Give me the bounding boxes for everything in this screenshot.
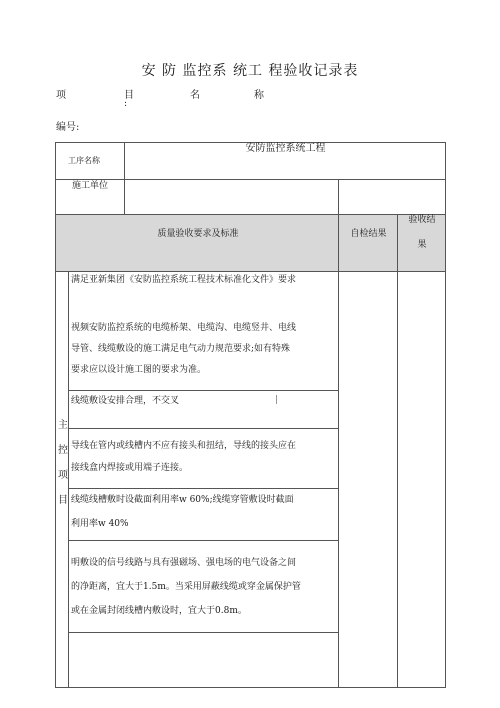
process-name-value: 安防监控系统工程 [245,143,326,154]
requirement-line: 导线在管内或线槽内不应有接头和扭结，导线的接头应在 [71,441,297,451]
row-divider [69,632,339,633]
acceptance-header-line1: 验收结 [408,215,436,225]
requirement-item-1 [71,270,341,290]
process-name-label: 工序名称 [68,156,100,165]
project-name-colon: : [124,99,128,109]
construction-unit-label: 施工单位 [72,181,109,191]
main-control-char-3: 项 [58,470,68,481]
project-name-char-2: 目 [124,90,134,101]
requirement-line: 导管、线缆敷设的施工满足电气动力规范要求;如有特殊 [71,344,291,354]
requirement-line: 接线盒内焊接或用端子连接。 [71,463,189,473]
requirements-header-cell [55,215,339,272]
requirement-line: 满足亚新集团《安防监控系统工程技术标准化文件》要求 [71,275,297,285]
construction-unit-extra-cell[interactable] [339,180,446,215]
row-divider [69,428,339,429]
main-control-char-1: 主 [58,420,68,431]
project-name-char-3: 名 [190,90,200,101]
requirement-item-3 [71,391,341,411]
main-control-char-4: 目 [58,495,68,506]
self-check-column[interactable] [339,272,398,688]
process-name-label-cell [55,142,125,180]
requirement-line: 要求应以设计施工图的要求为准。 [71,365,207,375]
requirement-line: 线缆线槽敷时设截面利用率w 60%;线缆穿管敷设时截面 [71,495,294,505]
construction-unit-value-cell[interactable] [125,180,339,215]
requirement-line: 或在金属封闭线槽内敷设时，宜大于0.8m。 [71,606,247,616]
row-divider [69,540,339,541]
requirement-line: 线缆敷设安排合理，不交叉 [71,396,180,406]
acceptance-header-cell [398,215,446,272]
requirements-header: 质量验收要求及标准 [157,229,239,239]
self-check-header-cell [339,215,398,272]
requirement-item-6 [71,551,341,623]
requirement-line: 明敷设的信号线路与具有强磁场、强电场的电气设备之间 [71,558,297,568]
code-label: 编号: [56,122,80,133]
requirement-line: 利用率w 40% [71,519,129,529]
construction-unit-label-cell [55,180,125,215]
process-name-value-cell [125,142,446,180]
project-name-char-1: 项 [56,90,66,101]
requirement-item-5 [71,488,341,536]
main-control-char-2: 控 [58,445,68,456]
requirement-line: 的净距离，宜大于1.5m。当采用屏蔽线缆或穿金属保护管 [71,582,301,592]
requirement-line: 视频安防监控系统的电缆桥架、电缆沟、电缆竖井、电线 [71,323,297,333]
cursor-mark [276,395,277,404]
requirement-item-4 [71,435,341,479]
project-name-char-4: 称 [254,90,264,101]
document-title: 安 防 监控系 统工 程验收记录表 [141,63,359,79]
requirement-item-2 [71,318,341,381]
self-check-header: 自检结果 [350,229,387,239]
acceptance-column[interactable] [398,272,446,688]
acceptance-header-line2: 果 [417,240,427,250]
